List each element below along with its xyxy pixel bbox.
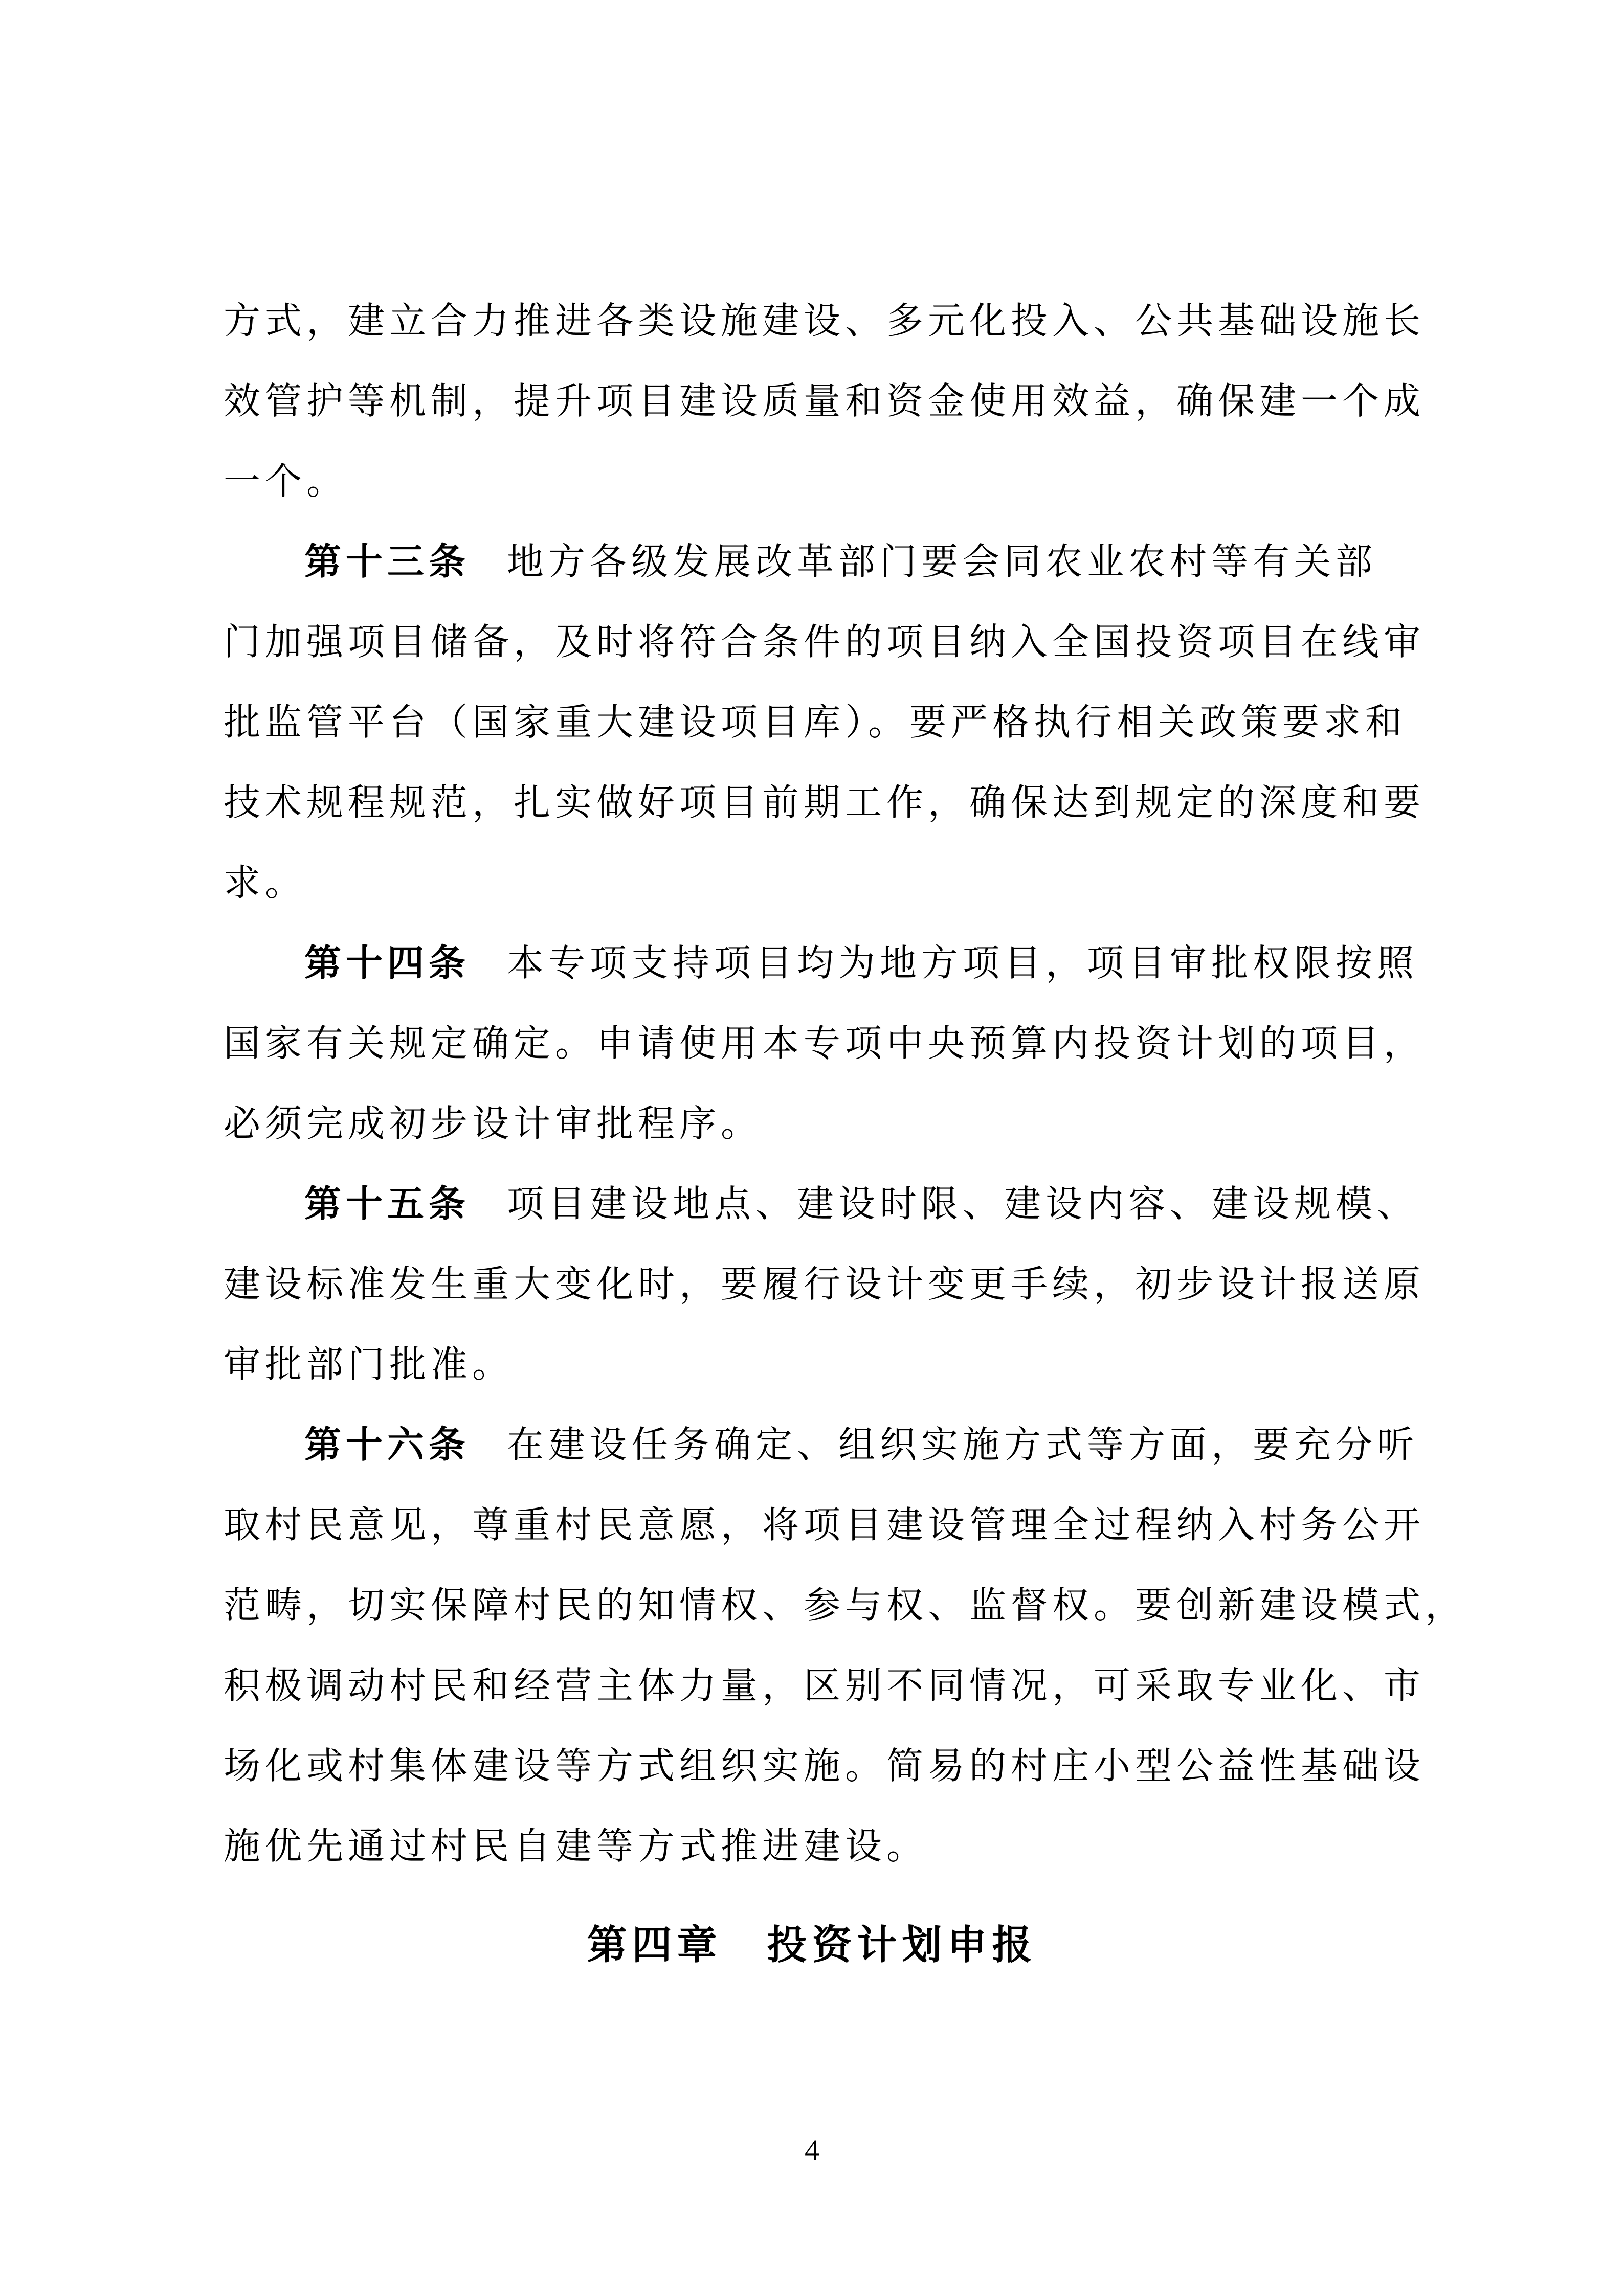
text-line [224, 1726, 1438, 1807]
text-segment: 施优先通过村民自建等方式推进建设。 [224, 1826, 928, 1867]
text-line [224, 1405, 1438, 1485]
text-segment: 取村民意见，尊重村民意愿，将项目建设管理全过程纳入村务公开 [224, 1505, 1426, 1546]
text-segment: 门加强项目储备，及时将符合条件的项目纳入全国投资项目在线审 [224, 622, 1426, 663]
text-segment: 本专项支持项目均为地方项目，项目审批权限按照 [507, 943, 1419, 984]
text-line [224, 602, 1438, 683]
text-segment: 项目建设地点、建设时限、建设内容、建设规模、 [507, 1184, 1419, 1225]
text-segment: 必须完成初步设计审批程序。 [224, 1104, 763, 1144]
chapter-heading: 第四章 投资计划申报 [587, 1922, 1037, 1967]
text-line [224, 843, 1438, 924]
text-line [224, 1084, 1438, 1164]
text-segment: 求。 [224, 863, 307, 904]
article-number: 第十六条 [304, 1425, 471, 1466]
text-line [224, 1485, 1438, 1566]
article-number: 第十四条 [304, 943, 471, 984]
text-line [224, 1807, 1438, 1887]
text-segment: 积极调动村民和经营主体力量，区别不同情况，可采取专业化、市 [224, 1665, 1426, 1706]
text-segment: 一个。 [224, 461, 348, 502]
text-segment: 建设标准发生重大变化时，要履行设计变更手续，初步设计报送原 [224, 1264, 1426, 1305]
page-number: 4 [805, 2133, 819, 2167]
body-text [224, 281, 1467, 1887]
text-line [224, 362, 1438, 442]
text-line [224, 1004, 1438, 1084]
text-segment: 国家有关规定确定。申请使用本专项中央预算内投资计划的项目， [224, 1023, 1426, 1064]
text-segment: 范畴，切实保障村民的知情权、参与权、监督权。要创新建设模式， [224, 1585, 1467, 1626]
text-line [224, 1325, 1438, 1405]
text-line [224, 1646, 1438, 1726]
text-line [224, 442, 1438, 522]
text-segment: 技术规程规范，扎实做好项目前期工作，确保达到规定的深度和要 [224, 782, 1426, 823]
text-line [224, 1566, 1467, 1646]
text-line [224, 1164, 1438, 1245]
text-line [224, 683, 1438, 763]
article-number: 第十五条 [304, 1184, 471, 1225]
text-segment: 场化或村集体建设等方式组织实施。简易的村庄小型公益性基础设 [224, 1746, 1426, 1787]
text-segment: 效管护等机制，提升项目建设质量和资金使用效益，确保建一个成 [224, 381, 1426, 422]
text-segment: 审批部门批准。 [224, 1344, 514, 1385]
text-segment: 批监管平台（国家重大建设项目库）。要严格执行相关政策要求和 [224, 702, 1407, 743]
article-number: 第十三条 [304, 542, 471, 582]
text-segment: 方式，建立合力推进各类设施建设、多元化投入、公共基础设施长 [224, 301, 1426, 342]
text-line [224, 924, 1438, 1004]
text-segment: 在建设任务确定、组织实施方式等方面，要充分听 [507, 1425, 1419, 1466]
text-line [224, 1245, 1438, 1325]
text-segment: 地方各级发展改革部门要会同农业农村等有关部 [507, 542, 1377, 582]
text-line [224, 281, 1438, 362]
text-line [224, 522, 1438, 602]
text-line [224, 763, 1438, 843]
